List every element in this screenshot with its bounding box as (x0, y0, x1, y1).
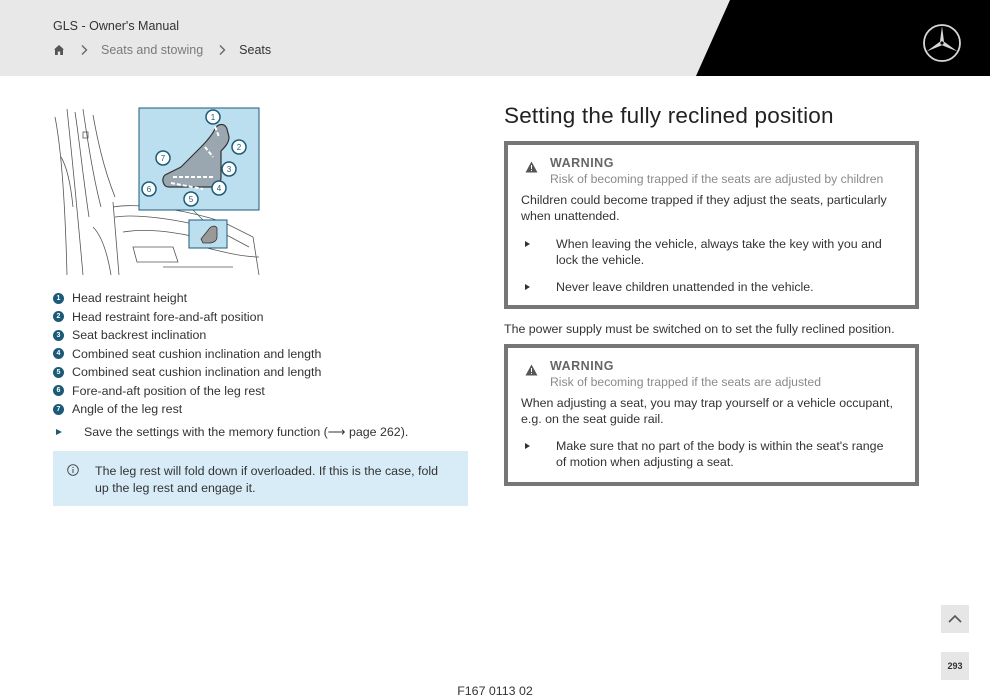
svg-text:5: 5 (188, 195, 194, 204)
breadcrumb (53, 42, 271, 58)
step-arrow-icon (525, 241, 530, 247)
info-note-text: The leg rest will fold down if overloaded. If this is the case, fold up the leg rest and engage it. (95, 464, 438, 495)
warning-step-text: Never leave children unattended in the vehicle. (556, 280, 814, 294)
scroll-to-top-button[interactable] (941, 605, 969, 633)
legend-number: 3 (53, 330, 64, 341)
page-title: Setting the fully reclined position (504, 103, 834, 128)
legend-text: Seat backrest inclination (72, 328, 207, 343)
legend-item (53, 400, 473, 419)
page-262-link[interactable]: ⟶ page 262 (327, 425, 401, 439)
info-note (53, 451, 468, 506)
chevron-right-icon (217, 44, 227, 56)
warning-subtitle: Risk of becoming trapped if the seats are adjusted (550, 375, 821, 389)
instruction-text: Save the settings with the memory function ( (84, 424, 328, 439)
figure-code: F167 0113 02 (457, 684, 533, 698)
callout-2 (232, 140, 246, 154)
legend-item (53, 382, 473, 401)
callout-legend (53, 289, 473, 419)
legend-text: Angle of the leg rest (72, 402, 183, 417)
step-arrow-icon (56, 429, 62, 435)
warning-triangle-icon (525, 161, 538, 173)
legend-text: Head restraint fore-and-aft position (72, 309, 264, 324)
warning-subtitle: Risk of becoming trapped if the seats are adjusted by children (550, 172, 884, 186)
warning-label: WARNING (550, 156, 614, 170)
warning-box-children (504, 141, 919, 309)
legend-number: 2 (53, 311, 64, 322)
legend-text: Combined seat cushion inclination and length (72, 365, 322, 380)
info-icon (67, 464, 79, 476)
legend-item (53, 289, 473, 308)
callout-3 (222, 162, 236, 176)
legend-item (53, 326, 473, 345)
warning-step (525, 438, 890, 470)
page-header (0, 0, 990, 76)
warning-step (525, 279, 890, 295)
warning-box-adjusting (504, 344, 919, 486)
warning-triangle-icon (525, 364, 538, 376)
callout-6 (142, 182, 156, 196)
svg-text:4: 4 (216, 184, 222, 193)
legend-item (53, 363, 473, 382)
warning-text: Children could become trapped if they adjust the seats, particularly when unattended. (521, 193, 887, 223)
memory-instruction (56, 424, 408, 439)
legend-number: 4 (53, 348, 64, 359)
svg-text:3: 3 (226, 165, 232, 174)
legend-number: 5 (53, 367, 64, 378)
warning-step-text: When leaving the vehicle, always take the key with you and lock the vehicle. (556, 237, 882, 267)
warning-label: WARNING (550, 359, 614, 373)
warning-text: When adjusting a seat, you may trap yourself or a vehicle occupant, e.g. on the seat guide rail. (521, 396, 893, 426)
callout-4 (212, 181, 226, 195)
legend-number: 6 (53, 385, 64, 396)
power-supply-text: The power supply must be switched on to set the fully reclined position. (504, 322, 895, 336)
page-number: 293 (941, 652, 969, 680)
svg-text:2: 2 (236, 143, 242, 152)
legend-item (53, 345, 473, 364)
legend-item (53, 308, 473, 327)
legend-text: Combined seat cushion inclination and length (72, 346, 322, 361)
svg-text:6: 6 (146, 185, 152, 194)
callout-5 (184, 192, 198, 206)
breadcrumb-item-seats: Seats (239, 43, 272, 57)
chevron-up-icon (941, 605, 969, 633)
warning-step-text: Make sure that no part of the body is within the seat's range of motion when adjusting a seat. (556, 439, 884, 469)
legend-number: 1 (53, 293, 64, 304)
legend-text: Fore-and-aft position of the leg rest (72, 383, 265, 398)
step-arrow-icon (525, 284, 530, 290)
chevron-right-icon (79, 44, 89, 56)
instruction-suffix: ). (400, 424, 409, 439)
home-icon[interactable] (53, 44, 65, 56)
mercedes-star-icon[interactable] (922, 23, 962, 63)
legend-text: Head restraint height (72, 291, 188, 306)
step-arrow-icon (525, 443, 530, 449)
seat-adjustment-illustration (53, 107, 261, 277)
breadcrumb-item-seats-and-stowing[interactable]: Seats and stowing (101, 43, 204, 57)
warning-step (525, 236, 890, 268)
callout-1 (206, 110, 220, 124)
callout-7 (156, 151, 170, 165)
svg-text:7: 7 (160, 154, 166, 163)
svg-text:1: 1 (210, 113, 216, 122)
legend-number: 7 (53, 404, 64, 415)
manual-title: GLS - Owner's Manual (53, 19, 180, 33)
